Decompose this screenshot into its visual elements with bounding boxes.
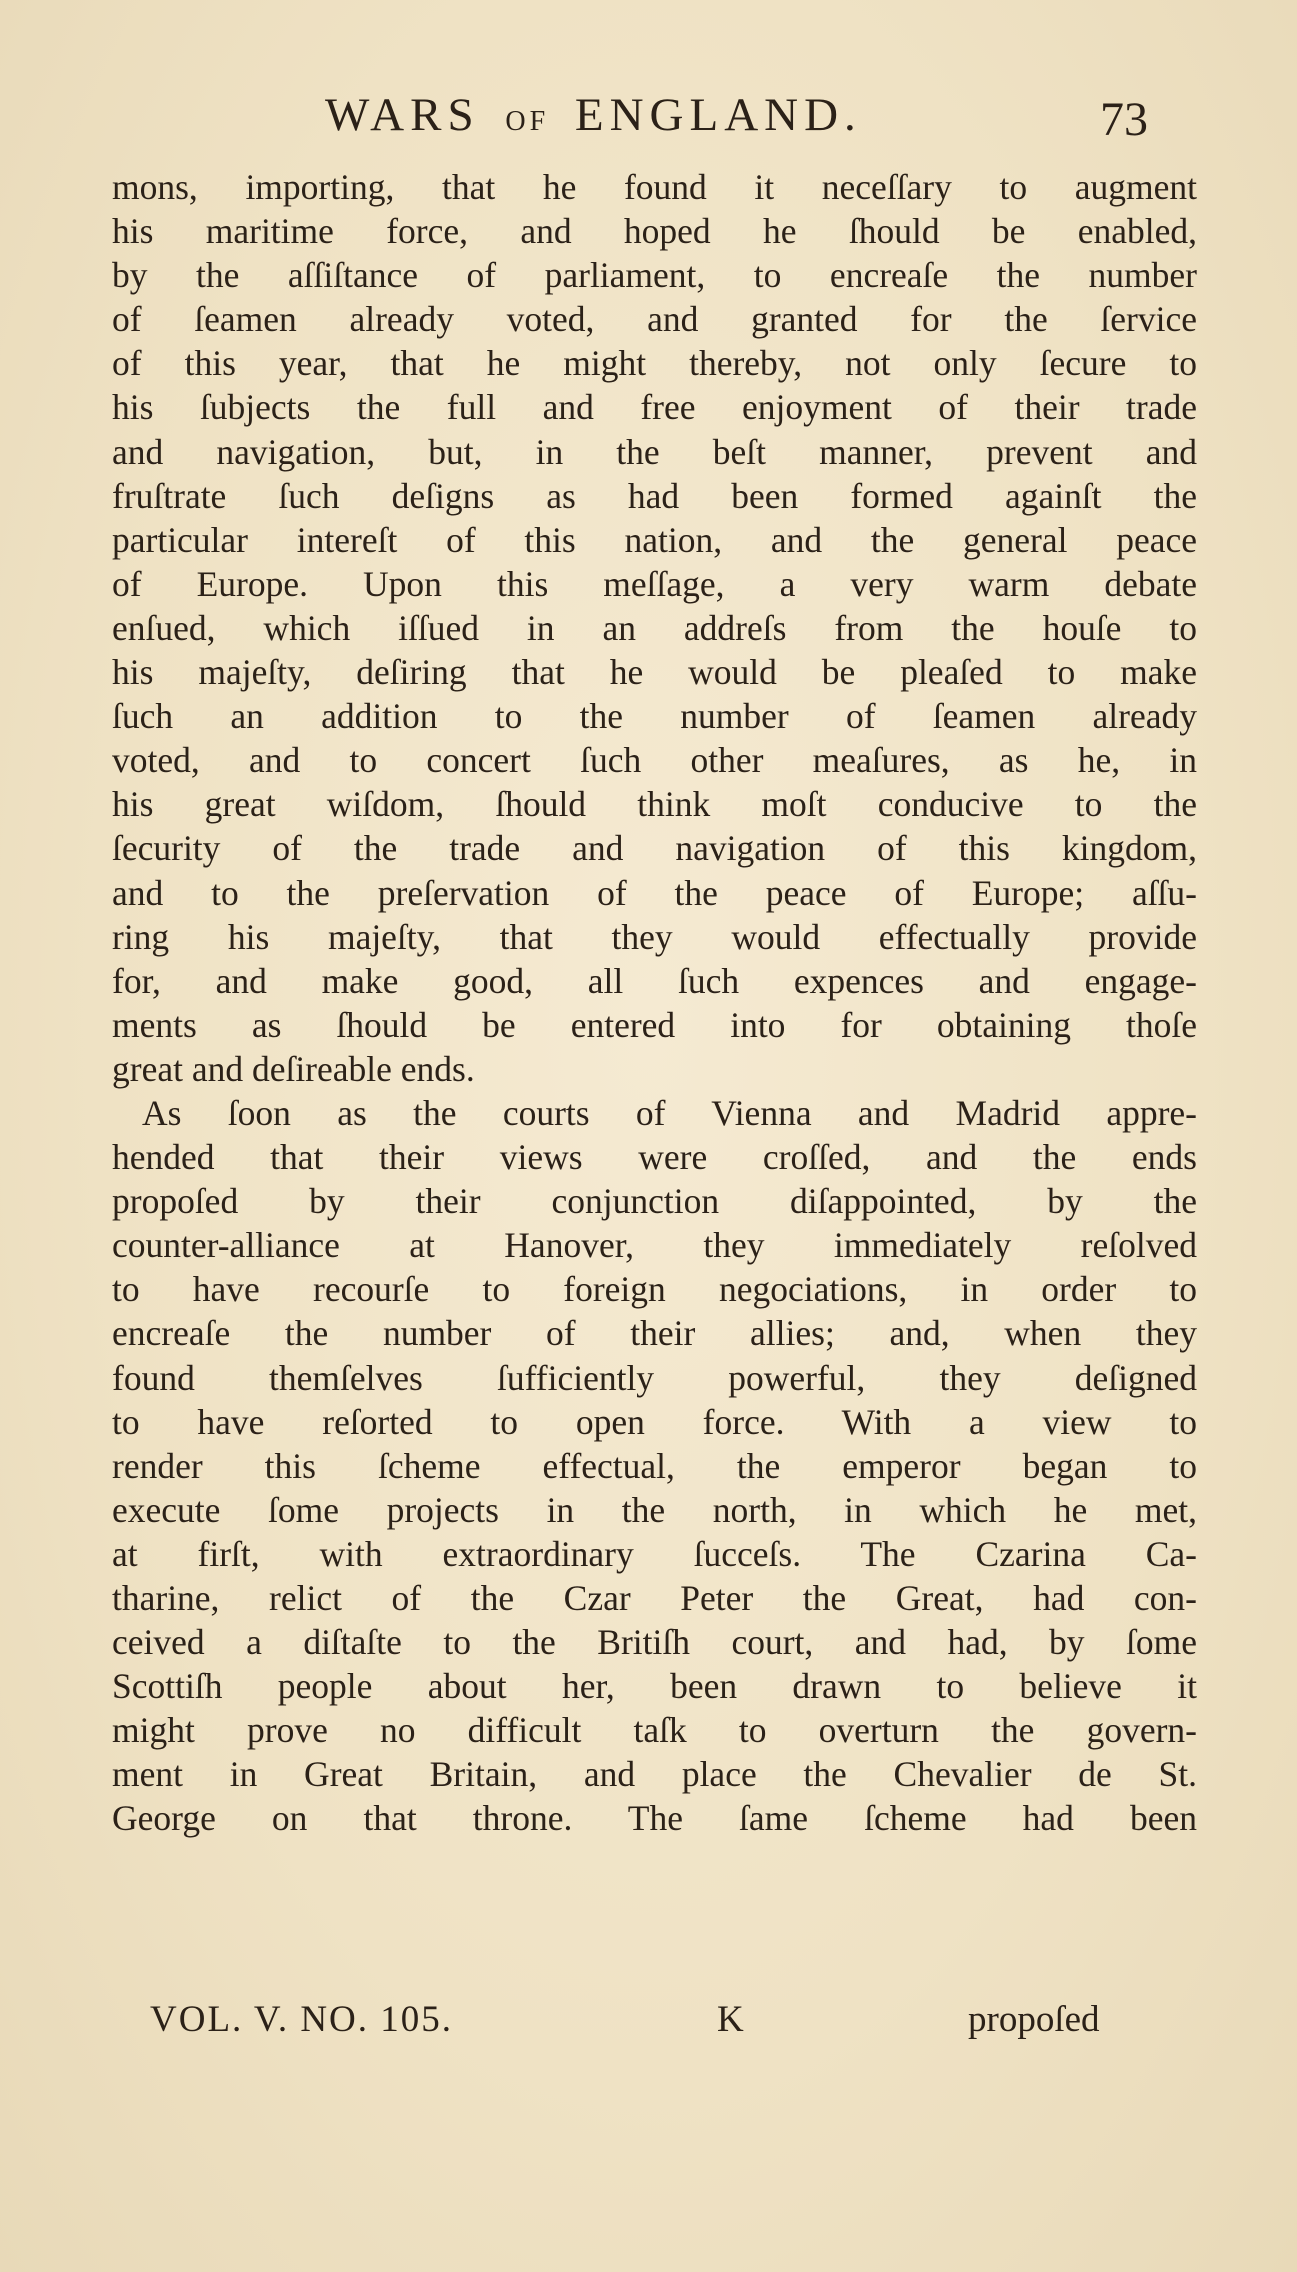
page-number: 73 bbox=[1100, 93, 1148, 146]
text-line: render this ſcheme effectual, the emperor began to bbox=[112, 1445, 1197, 1486]
text-line: execute ſome projects in the north, in which he met, bbox=[112, 1489, 1197, 1530]
text-line: his majeſty, deſiring that he would be pleaſed to make bbox=[112, 652, 1197, 693]
text-line: fruſtrate ſuch deſigns as had been formed againſt the bbox=[112, 475, 1197, 516]
text-line: his maritime force, and hoped he ſhould be enabled, bbox=[112, 211, 1197, 252]
text-line: to have reſorted to open force. With a view to bbox=[112, 1401, 1197, 1442]
running-title-england: ENGLAND. bbox=[574, 89, 862, 141]
text-line: found themſelves ſufficiently powerful, they deſigned bbox=[112, 1357, 1197, 1398]
text-line: counter-alliance at Hanover, they immediately reſolved bbox=[112, 1225, 1197, 1266]
text-line: propoſed by their conjunction diſappointed, by the bbox=[112, 1181, 1197, 1222]
text-line: and to the preſervation of the peace of Europe; aſſu- bbox=[112, 872, 1197, 913]
text-line: hended that their views were croſſed, and the ends bbox=[112, 1137, 1197, 1178]
text-line: his ſubjects the full and free enjoyment of their trade bbox=[112, 387, 1197, 428]
volume-number: VOL. V. NO. 105. bbox=[150, 1999, 454, 2040]
text-line: ments as ſhould be entered into for obtaining thoſe bbox=[112, 1004, 1197, 1045]
text-line: might prove no difficult taſk to overturn the govern- bbox=[112, 1710, 1197, 1751]
text-line: ſecurity of the trade and navigation of this kingdom, bbox=[112, 828, 1197, 869]
text-line: of ſeamen already voted, and granted for the ſervice bbox=[112, 299, 1197, 340]
text-line: ment in Great Britain, and place the Chevalier de St. bbox=[112, 1754, 1197, 1795]
text-line: of this year, that he might thereby, not only ſecure to bbox=[112, 343, 1197, 384]
signature-mark: K bbox=[717, 1999, 744, 2040]
text-line: ring his majeſty, that they would effectually provide bbox=[112, 916, 1197, 957]
text-line: his great wiſdom, ſhould think moſt conducive to the bbox=[112, 784, 1197, 825]
running-title-wars: WARS bbox=[325, 89, 480, 141]
text-line: voted, and to concert ſuch other meaſures, as he, in bbox=[112, 740, 1197, 781]
text-line: to have recourſe to foreign negociations, in order to bbox=[112, 1269, 1197, 1310]
text-line: George on that throne. The ſame ſcheme had been bbox=[112, 1798, 1197, 1839]
text-line: particular intereſt of this nation, and the general peace bbox=[112, 519, 1197, 560]
running-head bbox=[0, 88, 1297, 158]
text-line-paragraph-start: As ſoon as the courts of Vienna and Madrid appre- bbox=[142, 1092, 1197, 1133]
running-title-of: OF bbox=[505, 106, 550, 137]
text-line: mons, importing, that he found it neceſſary to augment bbox=[112, 167, 1197, 207]
text-line: ceived a diſtaſte to the Britiſh court, and had, by ſome bbox=[112, 1622, 1197, 1663]
text-line: tharine, relict of the Czar Peter the Great, had con- bbox=[112, 1578, 1197, 1618]
running-title bbox=[325, 88, 862, 142]
body-text bbox=[112, 165, 1197, 1841]
text-line: enſued, which iſſued in an addreſs from the houſe to bbox=[112, 607, 1197, 648]
text-line: ſuch an addition to the number of ſeamen already bbox=[112, 696, 1197, 737]
text-line: by the aſſiſtance of parliament, to encreaſe the number bbox=[112, 255, 1197, 296]
text-line: at firſt, with extraordinary ſucceſs. The Czarina Ca- bbox=[112, 1533, 1197, 1574]
text-line: of Europe. Upon this meſſage, a very warm debate bbox=[112, 563, 1197, 604]
text-line: for, and make good, all ſuch expences and engage- bbox=[112, 960, 1197, 1001]
text-line: encreaſe the number of their allies; and, when they bbox=[112, 1313, 1197, 1354]
text-line-paragraph-end: great and deſireable ends. bbox=[112, 1048, 475, 1089]
page-footer bbox=[0, 1998, 1297, 2048]
text-line: Scottiſh people about her, been drawn to believe it bbox=[112, 1666, 1197, 1707]
text-line: and navigation, but, in the beſt manner, prevent and bbox=[112, 431, 1197, 472]
catchword: propoſed bbox=[968, 1999, 1100, 2040]
